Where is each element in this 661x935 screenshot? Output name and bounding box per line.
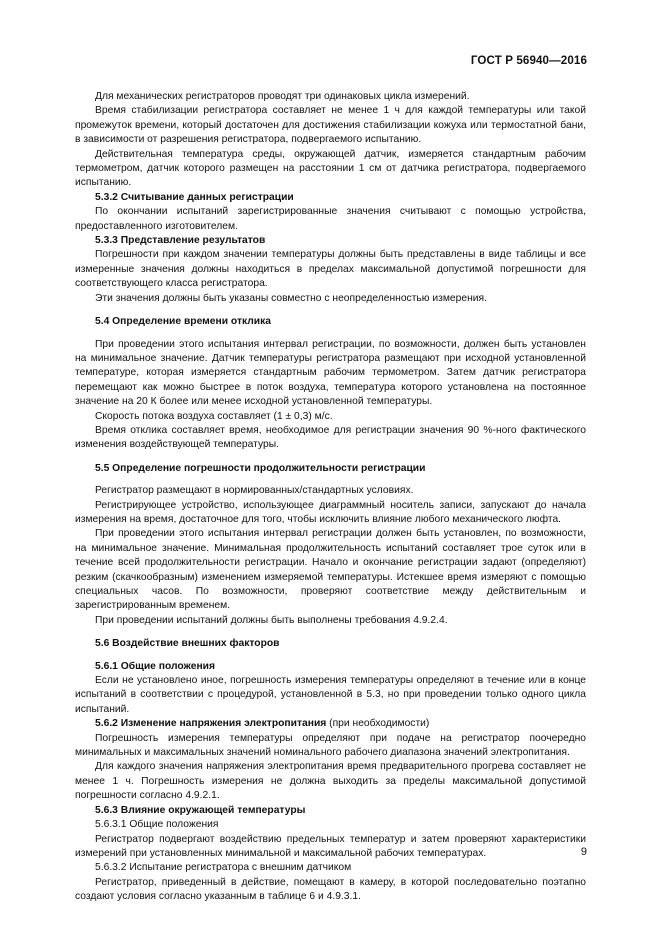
paragraph: Для каждого значения напряжения электропитания время предварительного прогрева составляет не менее 1 ч. Погрешность измерения не должна выходить за пределы максимальной допустимой погрешности согласно 4.9.2.1. <box>75 761 586 802</box>
paragraph: Время отклика составляет время, необходимое для регистрации значения 90 %-ного фактического изменения воздействующей температуры. <box>75 424 586 451</box>
section-heading-5-6-2 <box>75 717 586 731</box>
paragraph: Действительная температура среды, окружающей датчик, измеряется стандартным рабочим термометром, датчик которого размещен на расстоянии 1 см от датчика регистратора, подвергаемого испытанию. <box>75 148 586 189</box>
section-heading-5-3-3: 5.3.3 Представление результатов <box>95 235 266 247</box>
section-heading-5-4: 5.4 Определение времени отклика <box>95 316 272 328</box>
section-heading-5-6-2-title: 5.6.2 Изменение напряжения электропитания <box>95 718 327 730</box>
paragraph: Регистратор, приведенный в действие, помещают в камеру, в которой последовательно поэтапно создают условия согласно указанным в таблице 6 и 4.9.3.1. <box>75 876 586 903</box>
paragraph: Для механических регистраторов проводят три одинаковых цикла измерений. <box>95 91 470 102</box>
section-heading-5-6-1: 5.6.1 Общие положения <box>95 660 215 672</box>
section-heading-5-6-2-note: (при необходимости) <box>326 718 430 730</box>
section-heading-5-6-3: 5.6.3 Влияние окружающей температуры <box>95 804 306 816</box>
section-heading-5-5: 5.5 Определение погрешности продолжительности регистрации <box>95 462 426 474</box>
paragraph: Регистратор подвергают воздействию предельных температур и затем проверяют характеристики измерений при установленных минимальной и максимальной рабочих температурах. <box>75 833 586 859</box>
section-heading-5-6-3-1: 5.6.3.1 Общие положения <box>95 819 219 831</box>
paragraph: Погрешность измерения температуры определяют при подаче на регистратор поочередно минимальных и максимальных значений номинального рабочего диапазона значений электропитания. <box>75 732 586 759</box>
paragraph: Если не установлено иное, погрешность измерения температуры определяют в течение или в конце испытаний в соответствии с процедурой, установленной в 5.3, но при проведении только одного цикла испытаний. <box>75 675 586 715</box>
paragraph: При проведении испытаний должны быть выполнены требования 4.9.2.4. <box>95 614 448 626</box>
paragraph: При проведении этого испытания интервал регистрации должен быть установлен, по возможности, на минимальное значение. Минимальная продолжительность испытаний составляет трое суток или в течение всей продолжительности регистрации. Начало и окончание регистрации задают (определяют) резким (скачкообразным) изменением измеряемой температуры. Истекшее время измеряют с помощью специальных часов. По возможности, проверяют соответствие между действительным и зарегистрированным временем. <box>75 528 586 612</box>
paragraph: Погрешности при каждом значении температуры должны быть представлены в виде таблицы и все измеренные значения должны находиться в пределах максимальной допустимой погрешности для соответствующего класса регистратора. <box>75 249 586 290</box>
document-body <box>75 90 586 905</box>
paragraph: Регистратор размещают в нормированных/стандартных условиях. <box>95 485 414 497</box>
section-heading-5-3-2: 5.3.2 Считывание данных регистрации <box>95 191 294 203</box>
paragraph: Скорость потока воздуха составляет (1 ± 0,3) м/с. <box>95 410 333 422</box>
paragraph: При проведении этого испытания интервал регистрации, по возможности, должен быть установлен на минимальное значение. Датчик температуры регистратора размещают при исходной установленной температуре, которая измеряется стандартным рабочим термометром. Затем датчик регистратора перемещают как можно быстрее в поток воздуха, температура которого установлена на постоянное значение на 20 К более или менее исходной установленной температуры. <box>75 338 586 408</box>
section-heading-5-6: 5.6 Воздействие внешних факторов <box>95 638 280 650</box>
paragraph: Время стабилизации регистратора составляет не менее 1 ч для каждой температуры или такой промежуток времени, который достаточен для достижения стабилизации кожуха или термостатной бани, в зависимости от разрешения регистратора, подвергаемого испытанию. <box>75 105 586 146</box>
section-heading-5-6-3-2: 5.6.3.2 Испытание регистратора с внешним датчиком <box>95 862 352 874</box>
page-number: 9 <box>580 846 587 858</box>
standard-code-header: ГОСТ Р 56940—2016 <box>470 54 587 67</box>
paragraph: По окончании испытаний зарегистрированные значения считывают с помощью устройства, предоставленного изготовителем. <box>75 206 586 232</box>
paragraph: Эти значения должны быть указаны совместно с неопределенностью измерения. <box>95 292 487 304</box>
paragraph: Регистрирующее устройство, использующее диаграммный носитель записи, запускают до начала измерения на время, достаточное для того, чтобы исключить влияние любого механического люфта. <box>75 499 586 525</box>
